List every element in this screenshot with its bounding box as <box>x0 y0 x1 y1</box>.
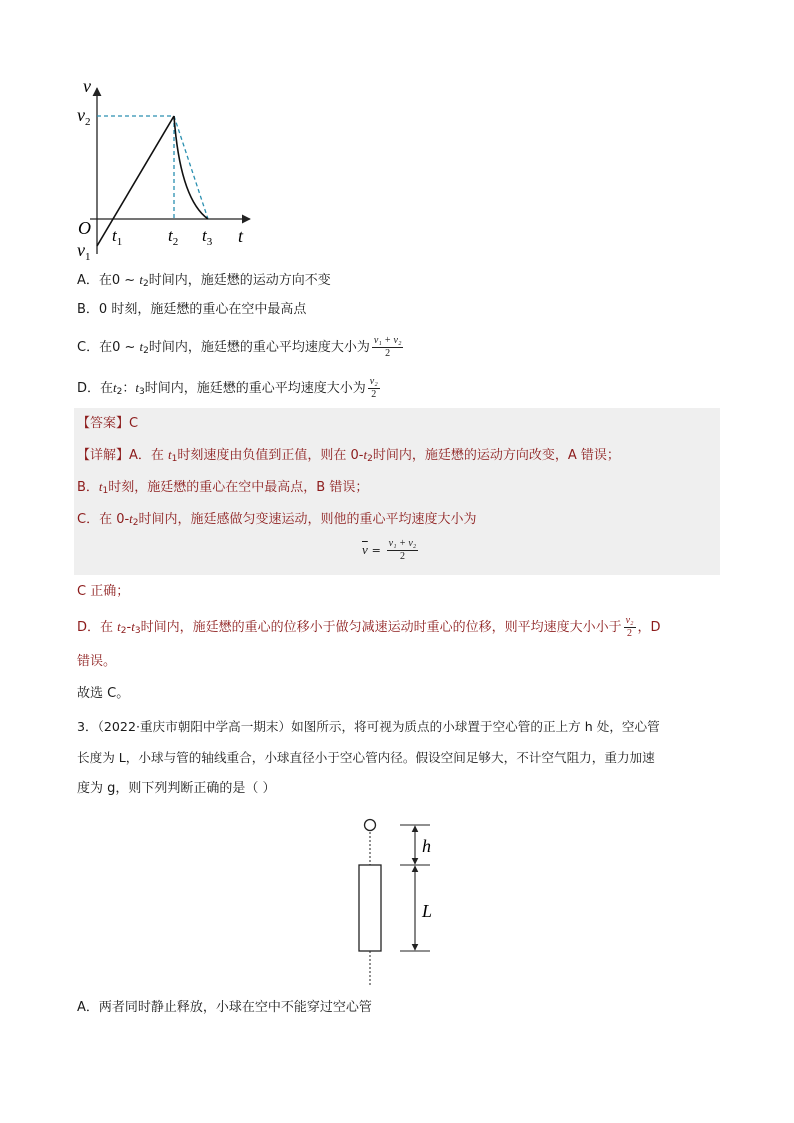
h-label: h <box>422 836 431 856</box>
formula-fraction: $\frac{\text{v₁ + v₂}}{2}$ <box>388 538 417 562</box>
detail-d: D．在 $t_2-t_3$时间内，施廷懋的重心的位移小于做匀减速运动时重心的位移，则平均速度大小小于 $\frac{\text{v₂}}{2}$ ，D <box>77 615 661 639</box>
v1-label: $v_1$ <box>77 240 91 263</box>
formula-equals: = <box>371 544 381 557</box>
option-b: B．0 时刻，施廷懋的重心在空中最高点 <box>77 302 307 317</box>
t3-label: $t_3$ <box>202 226 213 248</box>
option-d-fraction: $\frac{\text{v₂}}{2}$ <box>369 376 378 400</box>
question3-option-a: A．两者同时静止释放，小球在空中不能穿过空心管 <box>77 1000 372 1015</box>
ball <box>365 820 376 831</box>
vt-graph <box>70 74 270 264</box>
L-label: L <box>422 901 433 921</box>
conclusion: 故选 C。 <box>77 686 130 701</box>
detail-b: B．$t_1$时刻，施廷懋的重心在空中最高点，B 错误； <box>77 479 369 496</box>
t-axis-label: t <box>238 226 244 246</box>
detail-a: 【详解】A．在 $t_1$时刻速度由负值到正值，则在 $0-t_2$时间内，施廷懋的运动方向改变，A 错误； <box>77 447 620 464</box>
option-c: C．在0 ~ $t_2$时间内，施廷懋的重心平均速度大小为 $\frac{\text{v₁ + v₂}}{2}$ <box>77 335 402 359</box>
detail-d-continued: 错误。 <box>77 654 117 669</box>
question3-line3: 度为 g，则下列判断正确的是（ ） <box>77 781 276 796</box>
detail-c: C．在 $0-t_2$时间内，施廷感做匀变速运动，则他的重心平均速度大小为 <box>77 511 477 528</box>
t2-label: $t_2$ <box>168 226 179 248</box>
option-c-fraction: $\frac{\text{v₁ + v₂}}{2}$ <box>373 335 402 359</box>
detail-c-correct: C 正确； <box>77 584 130 599</box>
hollow-tube <box>359 865 381 951</box>
formula-lhs: $\overline{v}$ <box>362 542 368 557</box>
v-axis-label: v <box>83 76 91 96</box>
detail-d-fraction: $\frac{\text{v₂}}{2}$ <box>625 615 634 639</box>
ball-tube-diagram <box>350 815 460 987</box>
uniform-decel-dashed-line <box>174 116 208 219</box>
origin-label: O <box>78 218 91 238</box>
velocity-rise-line <box>97 116 174 246</box>
average-velocity-formula <box>362 538 420 563</box>
v2-label: $v_2$ <box>77 105 91 128</box>
option-d: D．在$t_2$：$t_3$时间内，施廷懋的重心平均速度大小为 $\frac{\text{v₂}}{2}$ <box>77 376 378 400</box>
answer-label: 【答案】C <box>77 416 139 431</box>
question3-line1: 3．（2022·重庆市朝阳中学高一期末）如图所示，将可视为质点的小球置于空心管的正上方 h 处，空心管 <box>77 719 660 734</box>
t1-label: $t_1$ <box>112 226 123 248</box>
question3-line2: 长度为 L，小球与管的轴线重合，小球直径小于空心管内径。假设空间足够大，不计空气阻力，重力加速 <box>77 750 655 765</box>
option-a: A．在0 ~ $t_2$时间内，施廷懋的运动方向不变 <box>77 272 331 289</box>
